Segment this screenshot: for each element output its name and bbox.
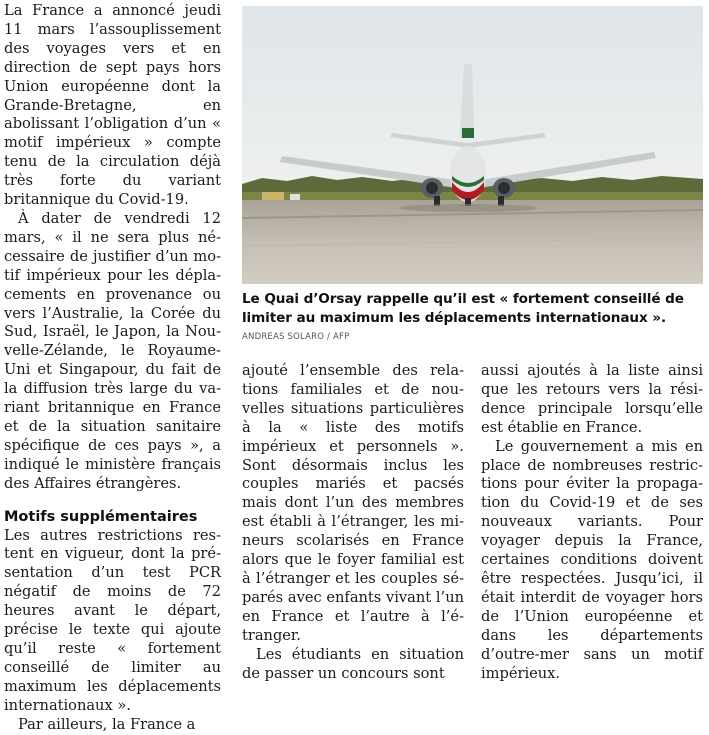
paragraph: Par ailleurs, la France a: [18, 715, 196, 733]
photo-caption: Le Quai d’Orsay rappelle qu’il est « fortement conseillé de limiter au maximum les déplacements internationaux ».: [242, 291, 684, 326]
paragraph: À dater de vendredi 12 mars, « il ne sera plus nécessaire de justifier d’un motif impérieux pour les déplacements en provenance ou vers l’Australie, la Corée du Sud, Israël, le Japon, la Nouvelle-Zélande, le Royaume-Uni et Singapour, du fait de la diffusion très large du variant britannique en France et de la situation sanitaire spécifique de ces pays », a indiqué le ministère français des Affaires étrangères.: [4, 209, 221, 492]
paragraph: Le gouvernement a mis en place de nombreuses restrictions pour éviter la propagation du Covid-19 et de ses nouveaux variants. Pour voyager depuis la France, certaines conditions doivent être respectées. Jusqu’ici, il était interdit de voyager hors de l’Union européenne et dans les départements d’outre-mer sans un motif impérieux.: [481, 437, 703, 682]
photo-credit: ANDREAS SOLARO / AFP: [242, 332, 350, 342]
subheading: Motifs supplémentaires: [4, 508, 198, 525]
paragraph: aussi ajoutés à la liste ainsi que les retours vers la résidence principale lorsqu’elle est établie en France.: [481, 362, 703, 436]
paragraph: La France a annoncé jeudi 11 mars l’assouplissement des voyages vers et en direction de sept pays hors Union européenne dont la Grande-Bretagne, en abolissant l’obligation d’un « motif impérieux » compte tenu de la circulation déjà très forte du variant britannique du Covid-19.: [4, 2, 221, 209]
airplane-on-runway-photo: [242, 6, 703, 284]
article-column-2: [242, 362, 464, 683]
paragraph: Les étudiants en situation de passer un concours sont: [242, 645, 464, 682]
article-column-3: [481, 362, 703, 683]
paragraph: Les autres restrictions restent en vigueur, dont la présentation d’un test PCR négatif de moins de 72 heures avant le départ, précise le texte qui ajoute qu’il reste « fortement conseillé de limiter au maximum les déplacements internationaux ».: [4, 526, 221, 714]
paragraph: ajouté l’ensemble des relations familiales et de nouvelles situations particulières à la « liste des motifs impérieux et personnels ». Sont désormais inclus les couples mariés et pacsés mais dont l’un des membres est établi à l’étranger, les mineurs scolarisés en France alors que le foyer familial est à l’étranger et les couples séparés avec enfants vivant l’un en France et l’autre à l’étranger.: [242, 362, 464, 644]
article-column-1: [4, 2, 221, 735]
